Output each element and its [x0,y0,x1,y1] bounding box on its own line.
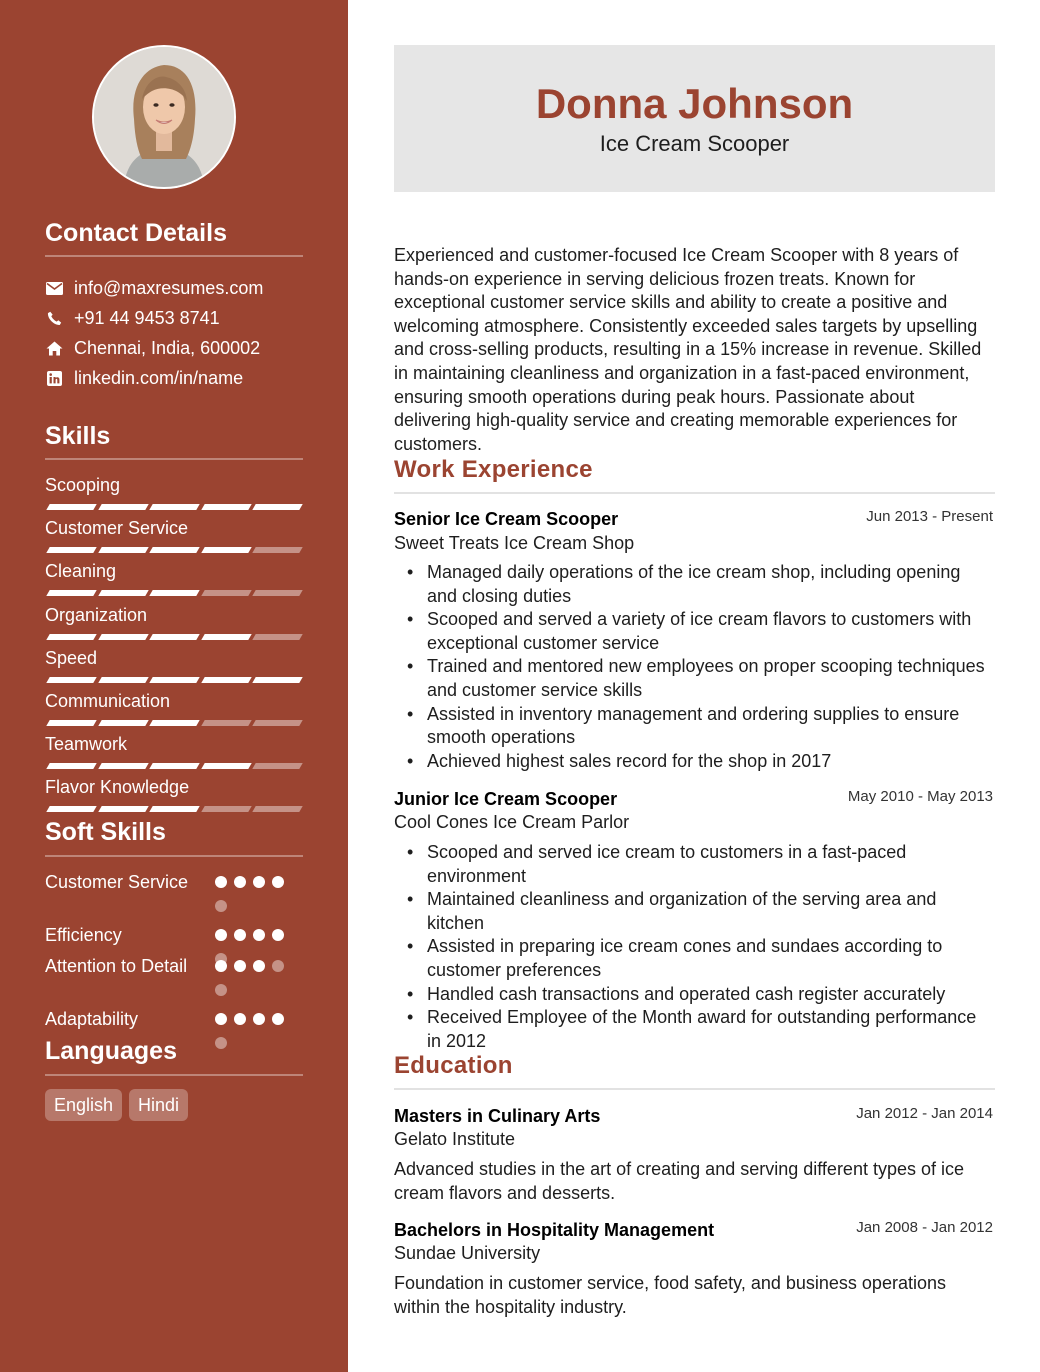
skill-level-segment [46,677,96,683]
skill-level-bar [45,634,303,640]
job-title: Junior Ice Cream Scooper [394,789,618,809]
soft-skill-name: Attention to Detail [45,956,188,976]
skill-level-segment [46,763,96,769]
skill-level-bar [45,720,303,726]
skill-level-bar [45,806,303,812]
rating-dot [215,929,227,941]
linkedin-icon [45,369,63,387]
rating-dot [234,929,246,941]
education-heading: Education [394,1052,513,1079]
skill-level-segment [252,634,302,640]
list-item: • Maintained cleanliness and organization of the serving area and kitchen [406,888,994,935]
rating-dot [253,1013,265,1025]
job-company: Cool Cones Ice Cream Parlor [394,812,630,832]
skill-level-segment [252,504,302,510]
skill-level-bar [45,677,303,683]
soft-skill-rating [215,960,295,1000]
rating-dot [253,960,265,972]
skill-level-segment [46,504,96,510]
skill-level-bar [45,504,303,510]
degree-title: Masters in Culinary Arts [394,1106,601,1126]
skill-level-segment [149,634,199,640]
phone-icon [45,309,63,327]
job-dates: May 2010 - May 2013 [847,788,993,805]
rating-dot [272,929,284,941]
job-responsibilities [406,841,994,1053]
skill-level-bar [45,547,303,553]
list-item: • Trained and mentored new employees on proper scooping techniques and customer service skills [406,655,994,702]
contact-linkedin[interactable] [45,366,243,390]
skill-level-segment [46,547,96,553]
candidate-role: Ice Cream Scooper [599,131,790,156]
rating-dot [215,1013,227,1025]
profile-summary: Experienced and customer-focused Ice Cream Scooper with 8 years of hands-on experience in serving delicious frozen treats. Known for exceptional customer service skills and ability to create a positive and welcoming atmosphere. Consistently exceeded sales targets by upselling and cross-selling products, resulting in a 15% increase in revenue. Skilled in maintaining cleanliness and organization in a fast-paced environment, ensuring smooth operations during peak hours. Passionate about delivering high-quality service and creating memorable experiences for customers. [394,245,982,454]
skill-level-segment [252,547,302,553]
skill-level-segment [98,590,148,596]
list-item: • Received Employee of the Month award for outstanding performance in 2012 [406,1006,994,1053]
job-dates: Jun 2013 - Present [866,508,993,525]
skill-name: Scooping [45,475,121,495]
skill-level-segment [201,504,251,510]
contact-address-text: Chennai, India, 600002 [74,337,261,358]
skill-name: Cleaning [45,561,117,582]
rating-dot [272,1013,284,1025]
skills-divider [45,458,303,460]
list-item: • Handled cash transactions and operated cash register accurately [406,983,994,1007]
list-item: • Scooped and served ice cream to customers in a fast-paced environment [406,841,994,888]
soft-skill-name: Customer Service [45,872,189,892]
skill-name: Organization [45,604,148,625]
skill-level-segment [98,806,148,812]
skill-level-segment [252,720,302,726]
school-name: Gelato Institute [394,1129,516,1149]
education-divider [394,1088,995,1090]
skill-level-bar [45,590,303,596]
contact-email[interactable] [45,276,263,300]
contact-phone[interactable] [45,306,220,330]
skill-name: Teamwork [45,734,128,755]
skill-level-segment [149,590,199,596]
soft-skill-rating [215,1013,295,1053]
candidate-name: Donna Johnson [535,80,854,127]
languages-heading: Languages [45,1037,177,1065]
rating-dot [272,876,284,888]
skill-level-segment [201,720,251,726]
work-experience-divider [394,492,995,494]
skill-name: Speed [45,647,98,668]
rating-dot [253,876,265,888]
skill-level-segment [149,547,199,553]
list-item: • Assisted in preparing ice cream cones and sundaes according to customer preferences [406,935,994,982]
skill-level-segment [201,590,251,596]
skill-level-segment [149,763,199,769]
contact-details-heading: Contact Details [45,219,227,247]
soft-skill-name: Efficiency [45,925,122,945]
skill-level-segment [149,806,199,812]
skill-level-segment [98,634,148,640]
skills-heading: Skills [45,422,111,450]
rating-dot [215,1037,227,1049]
skill-name: Flavor Knowledge [45,777,190,798]
skill-level-bar [45,763,303,769]
rating-dot [215,900,227,912]
skill-level-segment [98,763,148,769]
skill-level-segment [46,806,96,812]
skill-name: Customer Service [45,518,189,539]
home-icon [45,339,63,357]
rating-dot [234,876,246,888]
skill-level-segment [201,763,251,769]
skill-level-segment [98,504,148,510]
list-item: • Assisted in inventory management and ordering supplies to ensure smooth operations [406,703,994,750]
soft-skill-name: Adaptability [45,1009,139,1029]
skill-level-segment [201,547,251,553]
language-tag: Hindi [129,1089,188,1121]
skill-level-segment [98,547,148,553]
skill-level-segment [252,806,302,812]
list-item: • Achieved highest sales record for the shop in 2017 [406,750,994,774]
rating-dot [234,1013,246,1025]
contact-phone-text: +91 44 9453 8741 [74,307,220,328]
rating-dot [234,960,246,972]
skill-level-segment [149,720,199,726]
skill-level-segment [201,806,251,812]
contact-linkedin-text: linkedin.com/in/name [74,367,244,388]
rating-dot [272,960,284,972]
skill-level-segment [46,634,96,640]
soft-skill-rating [215,876,295,916]
job-responsibilities [406,561,994,773]
soft-skills-heading: Soft Skills [45,818,166,846]
rating-dot [215,984,227,996]
degree-dates: Jan 2008 - Jan 2012 [856,1219,993,1236]
list-item: • Scooped and served a variety of ice cream flavors to customers with exceptional customer service [406,608,994,655]
list-item: • Managed daily operations of the ice cream shop, including opening and closing duties [406,561,994,608]
soft-skills-divider [45,855,303,857]
degree-description: Foundation in customer service, food safety, and business operations within the hospitality industry. [394,1273,946,1317]
skill-level-segment [201,634,251,640]
rating-dot [253,929,265,941]
language-tag: English [45,1089,122,1121]
skill-level-segment [252,763,302,769]
skill-name: Communication [45,691,171,711]
contact-address [45,336,260,360]
avatar [92,45,236,189]
envelope-icon [45,279,63,297]
languages-divider [45,1074,303,1076]
skill-level-segment [252,677,302,683]
rating-dot [215,960,227,972]
skill-level-segment [46,720,96,726]
degree-title: Bachelors in Hospitality Management [394,1220,715,1240]
skill-level-segment [46,590,96,596]
degree-dates: Jan 2012 - Jan 2014 [856,1105,993,1122]
rating-dot [215,876,227,888]
job-company: Sweet Treats Ice Cream Shop [394,533,635,553]
skill-level-segment [149,504,199,510]
contact-divider [45,255,303,257]
job-title: Senior Ice Cream Scooper [394,509,619,529]
profile-photo [94,47,234,187]
skill-level-segment [98,720,148,726]
school-name: Sundae University [394,1243,541,1263]
sidebar [0,0,348,1372]
skill-level-segment [149,677,199,683]
work-experience-heading: Work Experience [394,456,593,483]
degree-description: Advanced studies in the art of creating and serving different types of ice cream flavors and desserts. [394,1159,965,1203]
contact-email-text: info@maxresumes.com [74,277,264,298]
skill-level-segment [252,590,302,596]
skill-level-segment [98,677,148,683]
skill-level-segment [201,677,251,683]
